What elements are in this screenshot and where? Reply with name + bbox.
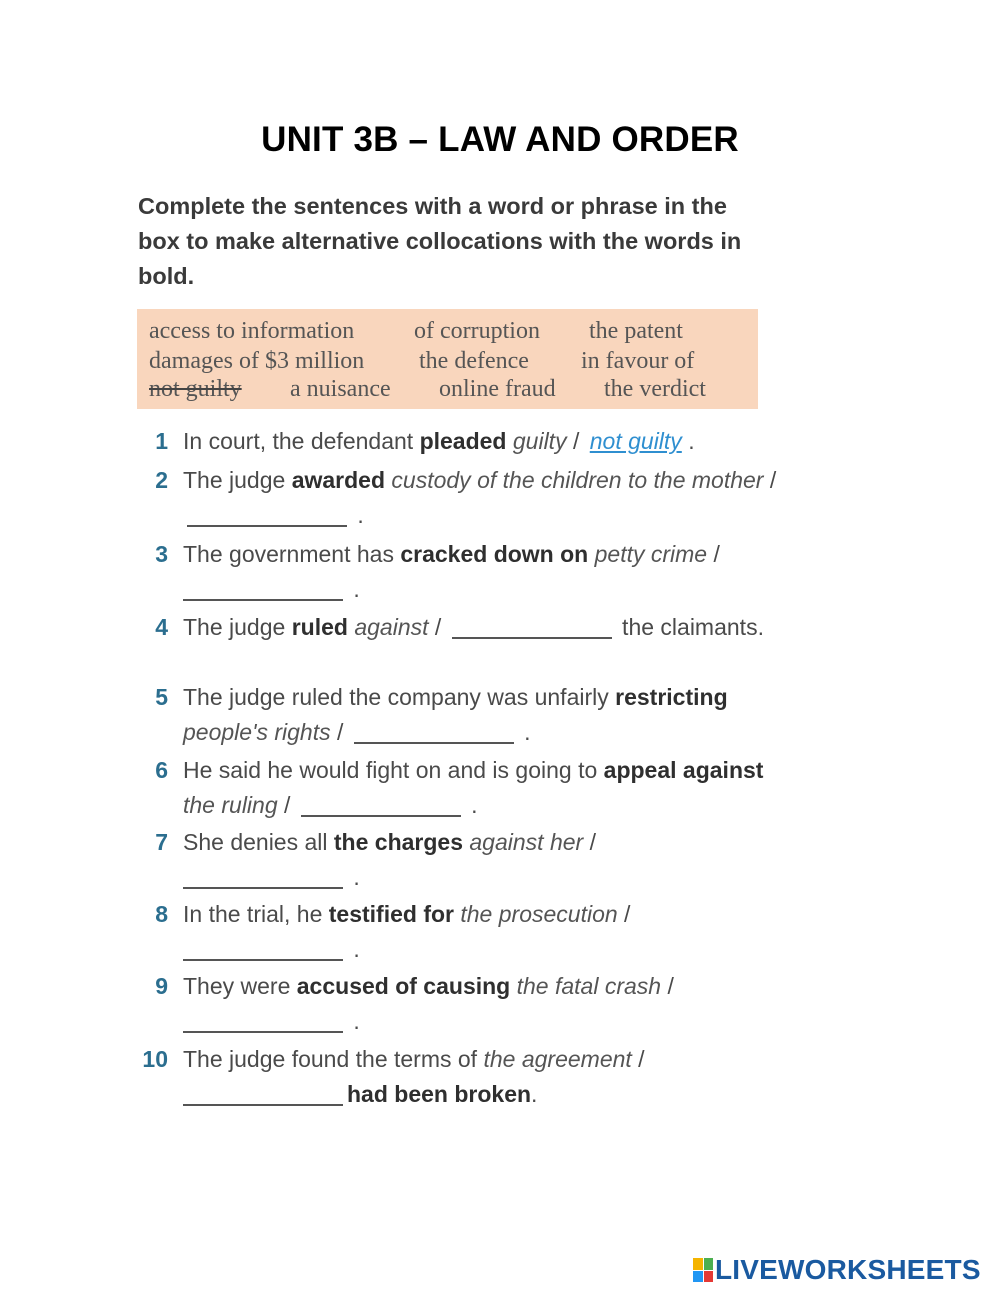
item-number: 3 xyxy=(155,541,168,567)
logo-mark-icon xyxy=(693,1258,713,1282)
example-answer: not guilty xyxy=(589,428,682,454)
answer-blank[interactable] xyxy=(452,637,612,639)
answer-blank[interactable] xyxy=(183,599,343,601)
item-number: 1 xyxy=(155,428,168,454)
item-text: In court, the defendant pleaded guilty / not guilty . xyxy=(183,428,695,454)
item-number: 6 xyxy=(155,757,168,783)
word-box xyxy=(137,309,758,409)
item-number: 10 xyxy=(142,1046,168,1072)
item-number: 2 xyxy=(155,467,168,493)
liveworksheets-logo xyxy=(693,1254,981,1286)
word-option: access to information xyxy=(149,318,355,344)
item-text: In the trial, he testified for the prosecution / . xyxy=(183,901,631,962)
word-option: the verdict xyxy=(604,376,706,402)
page-title: UNIT 3B – LAW AND ORDER xyxy=(261,120,739,159)
item-text: She denies all the charges against her / . xyxy=(183,829,596,890)
logo-text: LIVEWORKSHEETS xyxy=(715,1254,981,1285)
answer-blank[interactable] xyxy=(354,742,514,744)
word-option: the patent xyxy=(589,318,683,344)
answer-blank[interactable] xyxy=(183,1031,343,1033)
item-text: The judge ruled the company was unfairly restricting people's rights / . xyxy=(183,684,728,745)
item-text: The judge ruled against / the claimants. xyxy=(183,614,764,640)
word-option: the defence xyxy=(419,348,529,374)
item-text: The judge awarded custody of the children to the mother / . xyxy=(183,467,777,528)
word-option: online fraud xyxy=(439,376,556,402)
word-option: of corruption xyxy=(414,318,540,344)
item-text: He said he would fight on and is going to appeal against the ruling / . xyxy=(183,757,764,818)
item-number: 4 xyxy=(155,614,168,640)
word-option: a nuisance xyxy=(290,376,391,402)
item-number: 9 xyxy=(155,973,168,999)
instructions: Complete the sentences with a word or phrase in the box to make alternative collocations with the words in bold. xyxy=(138,193,742,289)
answer-blank[interactable] xyxy=(301,815,461,817)
item-number: 5 xyxy=(155,684,168,710)
item-text: They were accused of causing the fatal crash / . xyxy=(183,973,674,1034)
answer-blank[interactable] xyxy=(183,887,343,889)
answer-blank[interactable] xyxy=(183,959,343,961)
word-option: damages of $3 million xyxy=(149,348,365,374)
item-number: 8 xyxy=(155,901,168,927)
word-option: in favour of xyxy=(581,348,695,374)
item-number: 7 xyxy=(155,829,168,855)
item-text: The judge found the terms of the agreement / had been broken. xyxy=(183,1046,645,1107)
item-text: The government has cracked down on petty crime / . xyxy=(183,541,720,602)
word-option-used: not guilty xyxy=(149,376,242,402)
answer-blank[interactable] xyxy=(187,525,347,527)
answer-blank[interactable] xyxy=(183,1104,343,1106)
